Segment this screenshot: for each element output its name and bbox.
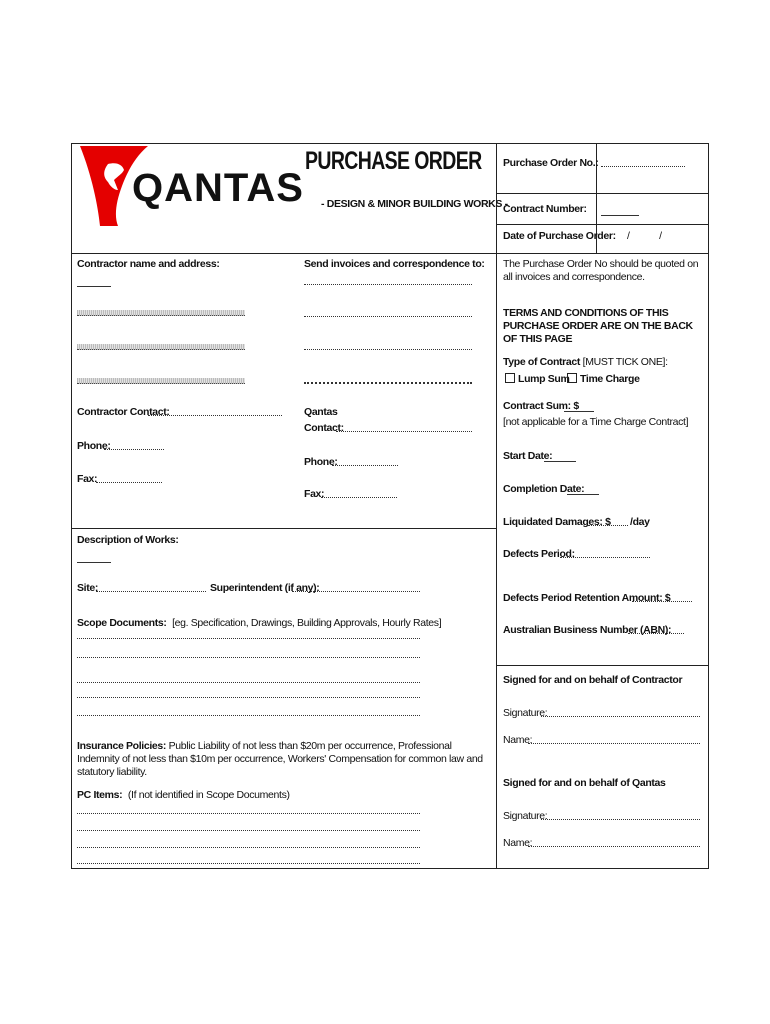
- abn-label: Australian Business Number (ABN):: [503, 624, 672, 636]
- page-subtitle: - DESIGN & MINOR BUILDING WORKS -: [321, 198, 508, 210]
- contract-type-row: [503, 356, 668, 369]
- contractor-name-label: Contractor name and address:: [77, 258, 220, 270]
- contract-sum-field[interactable]: [564, 411, 594, 412]
- liquidated-damages-label: Liquidated Damages: $: [503, 516, 611, 528]
- retention-amount-label: Defects Period Retention Amount: $: [503, 592, 671, 604]
- completion-date-field[interactable]: [567, 494, 599, 495]
- defects-period-field[interactable]: [560, 557, 650, 558]
- scope-line-3[interactable]: [77, 682, 420, 683]
- divider-signatures: [496, 665, 708, 666]
- contractor-address-line-3[interactable]: [77, 378, 245, 384]
- date-field[interactable]: / /: [627, 230, 663, 242]
- brand-name: QANTAS: [132, 166, 304, 210]
- pc-line-2[interactable]: [77, 830, 420, 831]
- abn-field[interactable]: [628, 633, 684, 634]
- form-border-top: [71, 143, 709, 144]
- contractor-name-field[interactable]: [77, 286, 111, 287]
- date-label: Date of Purchase Order:: [503, 230, 616, 242]
- invoices-line-4[interactable]: [304, 382, 472, 384]
- retention-amount-field[interactable]: [632, 601, 692, 602]
- po-number-field[interactable]: [601, 166, 685, 167]
- insurance-text: Public Liability of not less than $20m per occurrence, Professional Indemnity of not less than $10m per occurrence, Workers' Compensation for common law and statutory liability.: [77, 740, 483, 778]
- lump-sum-label: Lump Sum: [518, 373, 570, 385]
- invoices-fax-label: Fax:: [304, 488, 325, 500]
- invoices-label: Send invoices and correspondence to:: [304, 258, 485, 270]
- invoices-contact-field[interactable]: [336, 431, 472, 432]
- contractor-name-sig-label: Name:: [503, 734, 533, 746]
- lump-sum-checkbox[interactable]: [505, 373, 515, 383]
- pc-items-label: PC Items:: [77, 789, 123, 801]
- qantas-signature-label: Signature:: [503, 810, 548, 822]
- contractor-address-line-1[interactable]: [77, 310, 245, 316]
- completion-date-label: Completion Date:: [503, 483, 585, 495]
- time-charge-checkbox[interactable]: [567, 373, 577, 383]
- start-date-field[interactable]: [544, 461, 576, 462]
- liquidated-damages-field[interactable]: [588, 525, 628, 526]
- contractor-name-sig-field[interactable]: [528, 743, 700, 744]
- invoices-phone-label: Phone:: [304, 456, 338, 468]
- defects-period-label: Defects Period:: [503, 548, 575, 560]
- divider-info-1: [496, 193, 708, 194]
- insurance-paragraph: [77, 740, 492, 779]
- contractor-signature-field[interactable]: [541, 716, 700, 717]
- po-number-label: Purchase Order No.:: [503, 157, 599, 169]
- scope-line-4[interactable]: [77, 697, 420, 698]
- divider-right-column: [496, 143, 497, 869]
- contractor-contact-label: Contractor Contact:: [77, 406, 170, 418]
- site-field[interactable]: [96, 591, 206, 592]
- contract-type-note: [MUST TICK ONE]:: [582, 356, 668, 368]
- liquidated-damages-suffix: /day: [630, 516, 650, 528]
- invoices-line-2[interactable]: [304, 316, 472, 317]
- contractor-phone-label: Phone:: [77, 440, 111, 452]
- pc-line-4[interactable]: [77, 863, 420, 864]
- form-border-right: [708, 143, 709, 869]
- qantas-logo: [78, 146, 304, 226]
- qantas-name-sig-label: Name:: [503, 837, 533, 849]
- contract-number-field[interactable]: [601, 215, 639, 216]
- scope-note: [eg. Specification, Drawings, Building Approvals, Hourly Rates]: [172, 617, 442, 629]
- po-note: The Purchase Order No should be quoted on all invoices and correspondence.: [503, 258, 699, 283]
- qantas-name-sig-field[interactable]: [528, 846, 700, 847]
- scope-row: [77, 617, 441, 630]
- time-charge-option[interactable]: [567, 373, 640, 386]
- invoices-fax-field[interactable]: [321, 497, 397, 498]
- insurance-label: Insurance Policies:: [77, 740, 167, 752]
- start-date-label: Start Date:: [503, 450, 553, 462]
- scope-label: Scope Documents:: [77, 617, 167, 629]
- description-field[interactable]: [77, 562, 111, 563]
- contract-sum-note: [not applicable for a Time Charge Contract]: [503, 416, 689, 428]
- invoices-line-3[interactable]: [304, 349, 472, 350]
- lump-sum-option[interactable]: [505, 373, 569, 386]
- contract-sum-label: Contract Sum: $: [503, 400, 579, 412]
- form-border-left: [71, 143, 72, 869]
- divider-header: [71, 253, 709, 254]
- invoices-line-1[interactable]: [304, 284, 472, 285]
- divider-works: [71, 528, 497, 529]
- scope-line-5[interactable]: [77, 715, 420, 716]
- site-label: Site:: [77, 582, 99, 594]
- contractor-signature-heading: Signed for and on behalf of Contractor: [503, 674, 683, 686]
- page-title: PURCHASE ORDER: [305, 147, 482, 175]
- scope-line-1[interactable]: [77, 638, 420, 639]
- contractor-fax-label: Fax:: [77, 473, 98, 485]
- pc-line-1[interactable]: [77, 813, 420, 814]
- contractor-address-line-2[interactable]: [77, 344, 245, 350]
- pc-line-3[interactable]: [77, 847, 420, 848]
- invoices-qantas-label: Qantas: [304, 406, 338, 418]
- pc-items-row: [77, 789, 290, 802]
- description-label: Description of Works:: [77, 534, 179, 546]
- contractor-phone-field[interactable]: [104, 449, 164, 450]
- scope-line-2[interactable]: [77, 657, 420, 658]
- terms-notice: TERMS AND CONDITIONS OF THIS PURCHASE ORDER ARE ON THE BACK OF THIS PAGE: [503, 307, 693, 345]
- contractor-fax-field[interactable]: [96, 482, 162, 483]
- invoices-phone-field[interactable]: [332, 465, 398, 466]
- divider-info-2: [496, 224, 708, 225]
- form-border-bottom: [71, 868, 709, 869]
- pc-items-note: (If not identified in Scope Documents): [127, 789, 290, 801]
- superintendent-label: Superintendent (if any):: [210, 582, 320, 594]
- time-charge-label: Time Charge: [580, 373, 640, 385]
- contract-number-label: Contract Number:: [503, 203, 587, 215]
- superintendent-field[interactable]: [292, 591, 420, 592]
- contractor-contact-field[interactable]: [148, 415, 282, 416]
- contract-type-label: Type of Contract: [503, 356, 581, 368]
- invoices-contact-label: Contact:: [304, 422, 344, 434]
- qantas-signature-heading: Signed for and on behalf of Qantas: [503, 777, 666, 789]
- qantas-signature-field[interactable]: [541, 819, 700, 820]
- contractor-signature-label: Signature:: [503, 707, 548, 719]
